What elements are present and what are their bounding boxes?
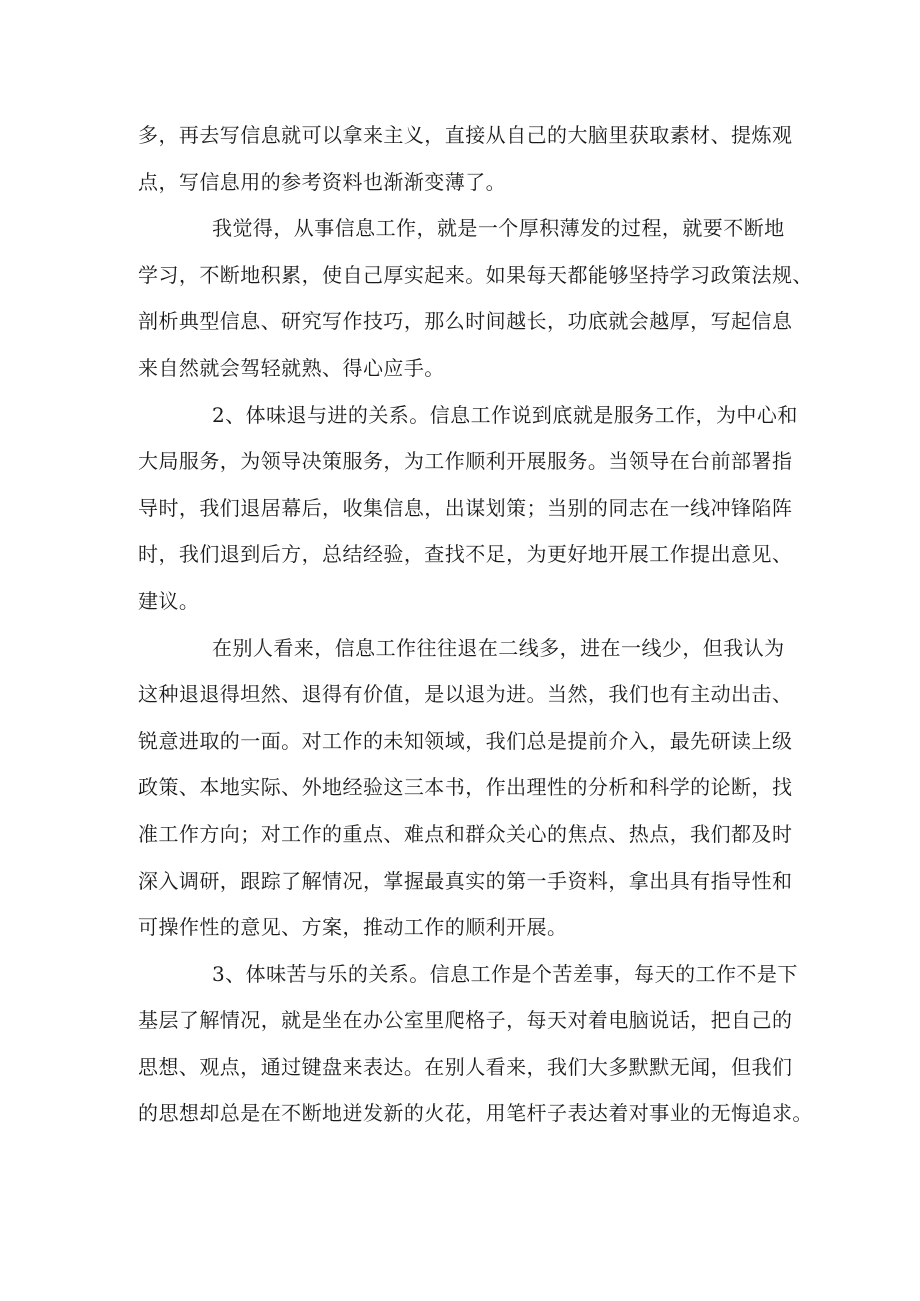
text-line: 锐意进取的一面。对工作的未知领域，我们总是提前介入，最先研读上级 [138,728,793,753]
paragraph-accumulation [138,205,813,391]
text-line: 这种退退得坦然、退得有价值，是以退为进。当然，我们也有主动出击、 [138,682,793,707]
text-line: 大局服务，为领导决策服务，为工作顺利开展服务。当领导在台前部署指 [138,449,793,474]
paragraph-hardship-joy [138,951,813,1137]
text-line: 准工作方向；对工作的重点、难点和群众关心的焦点、热点，我们都及时 [138,821,793,846]
paragraph-continuation [138,112,798,205]
text-line: 建议。 [138,588,200,613]
text-line: 来自然就会驾轻就熟、得心应手。 [138,355,445,380]
text-line: 深入调研，跟踪了解情况，掌握最真实的第一手资料，拿出具有指导性和 [138,868,793,893]
text-line: 政策、本地实际、外地经验这三本书，作出理性的分析和科学的论断，找 [138,775,793,800]
text-line: 思想、观点，通过键盘来表达。在别人看来，我们大多默默无闻，但我们 [138,1054,793,1079]
text-line: 的思想却总是在不断地迸发新的火花，用笔杆子表达着对事业的无悔追求。 [138,1101,813,1126]
document-body [138,112,813,1137]
text-line: 可操作性的意见、方案，推动工作的顺利开展。 [138,915,568,940]
text-line: 2、体味退与进的关系。信息工作说到底就是服务工作，为中心和 [212,402,798,427]
text-line: 基层了解情况，就是坐在办公室里爬格子，每天对着电脑说话，把自己的 [138,1008,793,1033]
text-line: 3、体味苦与乐的关系。信息工作是个苦差事，每天的工作不是下 [212,961,798,986]
text-line: 在别人看来，信息工作往往退在二线多，进在一线少，但我认为 [212,635,785,660]
text-line: 剖析典型信息、研究写作技巧，那么时间越长，功底就会越厚，写起信息 [138,309,793,334]
text-line: 我觉得，从事信息工作，就是一个厚积薄发的过程，就要不断地 [212,216,785,241]
text-line: 学习，不断地积累，使自己厚实起来。如果每天都能够坚持学习政策法规、 [138,262,813,287]
paragraph-others-view [138,625,798,951]
text-line: 导时，我们退居幕后，收集信息，出谋划策；当别的同志在一线冲锋陷阵 [138,495,793,520]
text-line: 多，再去写信息就可以拿来主义，直接从自己的大脑里获取素材、提炼观 [138,123,793,147]
paragraph-retreat-advance [138,392,798,625]
text-line: 点，写信息用的参考资料也渐渐变薄了。 [138,169,507,194]
text-line: 时，我们退到后方，总结经验，查找不足，为更好地开展工作提出意见、 [138,542,793,567]
